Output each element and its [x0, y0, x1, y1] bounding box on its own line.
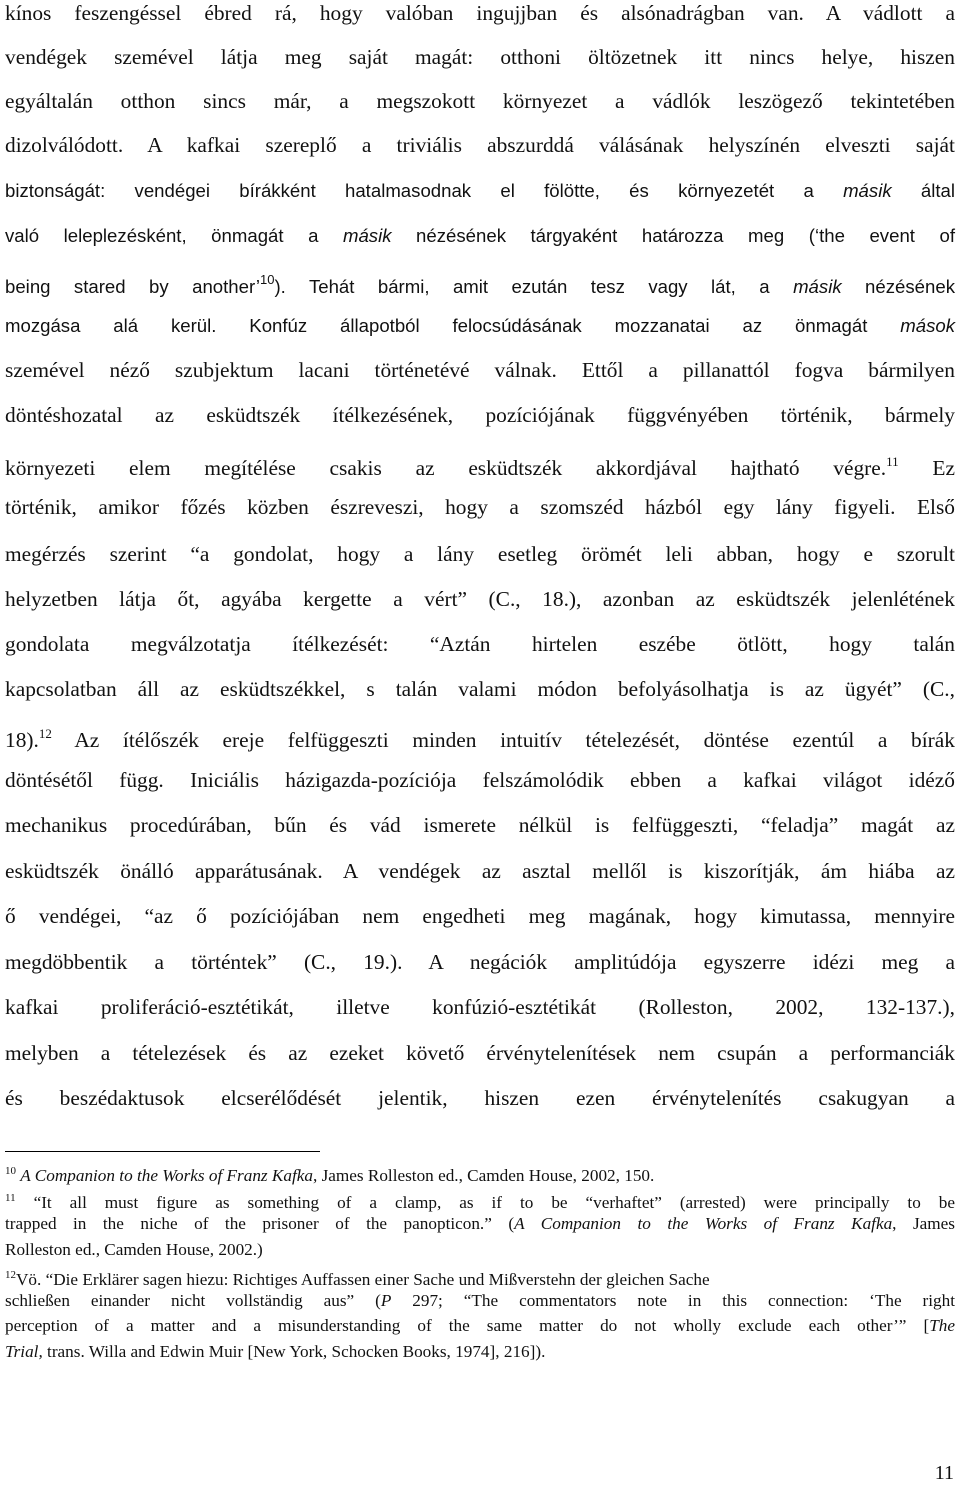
body-line: [5, 447, 955, 480]
text-run: kínos feszengéssel ébred rá, hogy valóban ingujjban és alsónadrágban van. A vádlott a: [5, 1, 955, 25]
italic-text: Trial,: [5, 1342, 43, 1361]
footnote-line: [5, 1264, 955, 1289]
text-run: schließen einander nicht vollständig aus” (: [5, 1291, 381, 1310]
text-run: 297; “The commentators note in this connection: ‘The right: [391, 1291, 956, 1310]
text-run: való leleplezésként, önmagát a: [5, 225, 343, 246]
body-line: [5, 992, 955, 1022]
footnote-number: 11: [5, 1192, 16, 1204]
body-line: [5, 492, 955, 522]
body-line: [5, 0, 955, 28]
text-run: nézésének tárgyaként határozza meg (‘the event of: [391, 225, 955, 246]
body-line: [5, 810, 955, 840]
body-line: [5, 400, 955, 430]
footnote-ref[interactable]: 11: [886, 454, 899, 469]
body-line: [5, 1083, 955, 1113]
body-line: [5, 947, 955, 977]
body-line: [5, 42, 955, 72]
footnote-line: [5, 1160, 955, 1185]
body-line: [5, 674, 955, 704]
text-run: szemével néző szubjektum lacani történetévé válnak. Ettől a pillanattól fogva bármilyen: [5, 358, 955, 382]
text-run: környezeti elem megítélése csakis az esküdtszék akkordjával hajtható végre.: [5, 456, 887, 480]
text-run: , James Rolleston ed., Camden House, 2002, 150.: [312, 1166, 655, 1185]
text-run: esküdtszék önálló apparátusának. A vendégek az asztal mellől is kiszorítják, ám hiába az: [5, 859, 955, 883]
text-run: megdöbbentik a történtek” (C., 19.). A negációk amplitúdója egyszerre idézi meg a: [5, 950, 955, 974]
body-line: [5, 175, 955, 205]
body-line: [5, 310, 955, 340]
text-run: Vö. “Die Erklärer sagen hiezu: Richtiges Auffassen einer Sache und Mißverstehn der gleichen Sache: [16, 1270, 710, 1289]
footnote-line: [5, 1213, 955, 1235]
text-run: által: [891, 180, 955, 201]
text-run: ). Tehát bármi, amit ezután tesz vagy lát, a: [274, 276, 794, 297]
footnote-separator: [5, 1151, 320, 1152]
text-run: Az ítélőszék ereje felfüggeszti minden intuitív tételezését, döntése ezentúl a bírák: [51, 728, 955, 752]
footnote-line: [5, 1341, 955, 1363]
body-line: [5, 355, 955, 385]
body-line: [5, 539, 955, 569]
text-run: helyzetben látja őt, agyába kergette a vért” (C., 18.), azonban az esküdtszék jelenlétének: [5, 587, 955, 611]
italic-text: The: [929, 1316, 955, 1335]
text-run: és beszédaktusok elcserélődését jelentik, hiszen ezen érvénytelenítés csakugyan a: [5, 1086, 955, 1110]
text-run: vendégek szemével látja meg saját magát: otthoni öltözetnek itt nincs helye, hiszen: [5, 45, 955, 69]
body-line: [5, 130, 955, 160]
body-line: [5, 856, 955, 886]
body-line: [5, 1038, 955, 1068]
text-run: ő vendégei, “az ő pozíciójában nem engedheti meg magának, hogy kimutassa, mennyire: [5, 904, 955, 928]
page-number: 11: [934, 1462, 954, 1484]
text-run: trans. Willa and Edwin Muir [New York, Schocken Books, 1974], 216]).: [42, 1342, 546, 1361]
text-run: történik, amikor főzés közben észreveszi, hogy a szomszéd házból egy lány figyeli. Első: [5, 495, 955, 519]
italic-text: mások: [900, 315, 955, 336]
footnote-ref[interactable]: 12: [38, 726, 52, 741]
body-line: [5, 584, 955, 614]
text-run: Rolleston ed., Camden House, 2002.): [5, 1240, 263, 1259]
body-line: [5, 765, 955, 795]
footnote-number: 10: [5, 1165, 16, 1177]
text-run: “It all must figure as something of a clamp, as if to be “verhaftet” (arrested) were principally to be: [15, 1193, 955, 1212]
footnote-line: [5, 1290, 955, 1312]
text-run: kafkai proliferáció-esztétikát, illetve konfúzió-esztétikát (Rolleston, 2002, 132-137.),: [5, 995, 955, 1019]
text-run: mechanikus procedúrában, bűn és vád ismerete nélkül is felfüggeszti, “feladja” magát az: [5, 813, 955, 837]
text-run: Ez: [898, 456, 955, 480]
text-run: döntéshozatal az esküdtszék ítélkezésének, pozíciójának függvényében történik, bármely: [5, 403, 955, 427]
text-run: gondolata megválzotatja ítélkezését: “Aztán hirtelen eszébe ötlött, hogy talán: [5, 632, 955, 656]
footnote-line: [5, 1315, 955, 1337]
footnote-ref[interactable]: 10: [260, 272, 275, 287]
text-run: egyáltalán otthon sincs már, a megszokott környezet a vádlók leszögező tekintetében: [5, 89, 955, 113]
body-line: [5, 265, 955, 295]
text-run: döntésétől függ. Iniciális házigazda-pozíciója felszámolódik ebben a kafkai világot idéző: [5, 768, 955, 792]
text-run: melyben a tételezések és az ezeket követő érvénytelenítések nem csupán a performanciák: [5, 1041, 955, 1065]
italic-text: A Companion to the Works of Franz Kafka: [20, 1166, 313, 1185]
italic-text: másik: [843, 180, 892, 201]
text-run: mozgása alá kerül. Konfúz állapotból felocsúdásának mozzanatai az önmagát: [5, 315, 901, 336]
footnote-number: 12: [5, 1269, 16, 1281]
text-run: trapped in the niche of the prisoner of the panopticon.” (: [5, 1214, 515, 1233]
text-run: megérzés szerint “a gondolat, hogy a lány esetleg örömét leli abban, hogy e szorult: [5, 542, 955, 566]
footnote-line: [5, 1239, 955, 1261]
text-run: being stared by another’: [5, 276, 261, 297]
text-run: biztonságát: vendégei bírákként hatalmasodnak el fölötte, és környezetét a: [5, 180, 844, 201]
body-line: [5, 901, 955, 931]
italic-text: másik: [342, 225, 392, 246]
body-line: [5, 719, 955, 752]
footnote-line: [5, 1187, 955, 1212]
italic-text: A Companion to the Works of Franz Kafka: [514, 1214, 893, 1233]
text-run: kapcsolatban áll az esküdtszékkel, s talán valami módon befolyásolhatja is az ügyét” (C.,: [5, 677, 955, 701]
text-run: , James: [892, 1214, 955, 1233]
body-line: [5, 629, 955, 659]
text-run: nézésének: [841, 276, 955, 297]
text-run: perception of a matter and a misunderstanding of the same matter do not wholly exclude each other’” [: [5, 1316, 930, 1335]
text-run: dizolválódott. A kafkai szereplő a triviális abszurddá válásának helyszínén elveszti saját: [5, 133, 955, 157]
italic-text: másik: [793, 276, 842, 297]
italic-text: P: [380, 1291, 392, 1310]
body-line: [5, 86, 955, 116]
body-line: [5, 220, 955, 250]
text-run: 18).: [5, 728, 39, 752]
